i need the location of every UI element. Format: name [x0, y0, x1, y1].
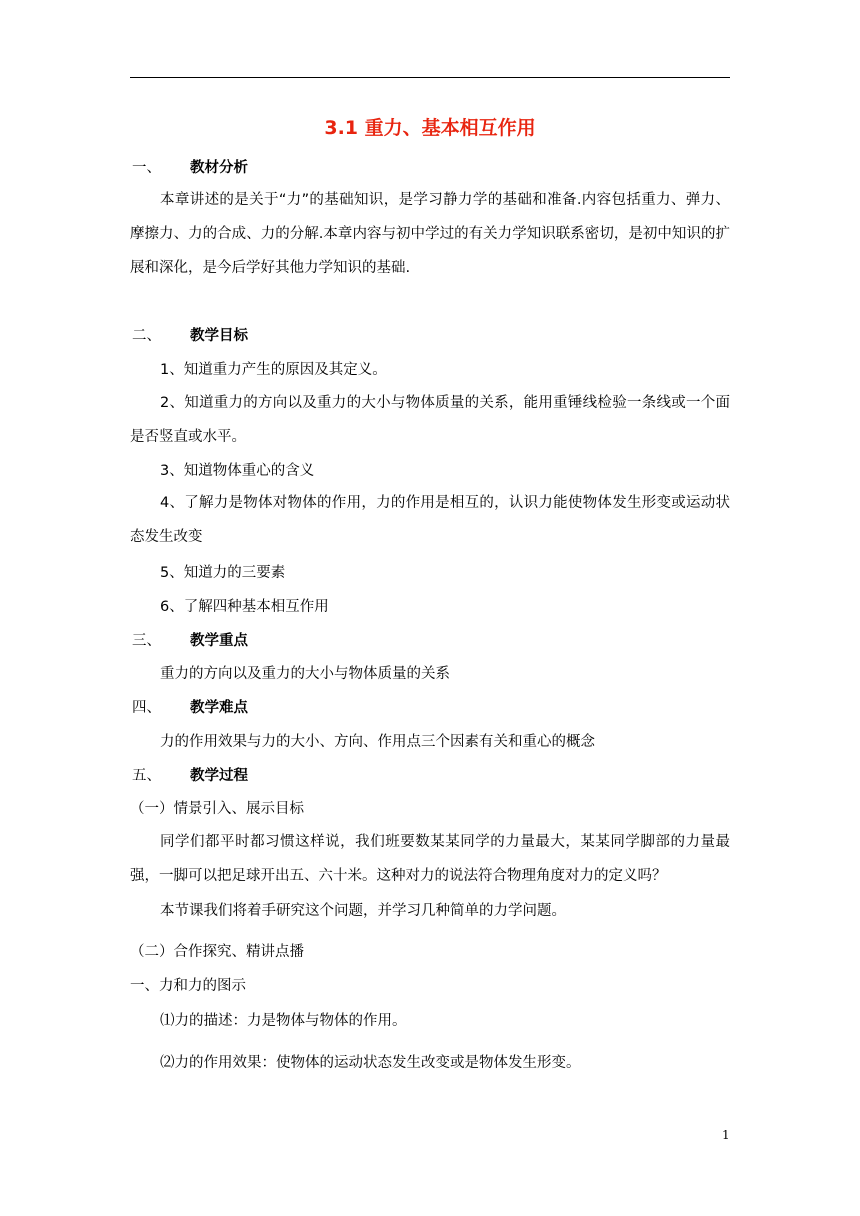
section-4-text: 力的作用效果与力的大小、方向、作用点三个因素有关和重心的概念 — [160, 734, 595, 750]
document-title: 3.1 重力、基本相互作用 — [324, 117, 536, 139]
section-number: 五、 — [132, 768, 161, 784]
section-heading-5 — [132, 766, 248, 786]
process-paragraph: 本节课我们将着手研究这个问题，并学习几种简单的力学问题。 — [160, 903, 566, 919]
header-rule — [130, 77, 730, 78]
section-title: 教学重点 — [190, 633, 248, 649]
section-number: 一、 — [132, 160, 161, 176]
subsection-heading: 一、力和力的图示 — [130, 978, 246, 994]
section-heading-1 — [132, 158, 248, 178]
objective-item: 5、知道力的三要素 — [160, 565, 286, 581]
section-3-text: 重力的方向以及重力的大小与物体质量的关系 — [160, 666, 450, 682]
section-1-paragraph: 本章讲述的是关于“力”的基础知识，是学习静力学的基础和准备.内容包括重力、弹力、摩擦力、力的合成、力的分解.本章内容与初中学过的有关力学知识联系密切，是初中知识的扩展和深化，是今后学好其他力学知识的基础. — [130, 192, 730, 276]
section-heading-4 — [132, 698, 248, 718]
section-number: 三、 — [132, 633, 161, 649]
objective-item: 6、了解四种基本相互作用 — [160, 599, 329, 615]
section-number: 四、 — [132, 700, 161, 716]
page-number: 1 — [722, 1128, 730, 1142]
concept-item: ⑵力的作用效果：使物体的运动状态发生改变或是物体发生形变。 — [160, 1055, 581, 1071]
objective-item: 4、了解力是物体对物体的作用，力的作用是相互的，认识力能使物体发生形变或运动状态发生改变 — [130, 495, 730, 545]
subsection-heading: （二）合作探究、精讲点播 — [130, 944, 304, 960]
section-title: 教学难点 — [190, 700, 248, 716]
section-heading-2 — [132, 326, 248, 346]
process-paragraph: 同学们都平时都习惯这样说，我们班要数某某同学的力量最大，某某同学脚部的力量最强，一脚可以把足球开出五、六十米。这种对力的说法符合物理角度对力的定义吗？ — [130, 834, 730, 884]
section-title: 教学过程 — [190, 768, 248, 784]
section-title: 教材分析 — [190, 160, 248, 176]
objective-item: 1、知道重力产生的原因及其定义。 — [160, 362, 387, 378]
objective-item: 2、知道重力的方向以及重力的大小与物体质量的关系，能用重锤线检验一条线或一个面是否竖直或水平。 — [130, 395, 730, 445]
section-title: 教学目标 — [190, 328, 248, 344]
section-number: 二、 — [132, 328, 161, 344]
concept-item: ⑴力的描述：力是物体与物体的作用。 — [160, 1013, 407, 1029]
section-heading-3 — [132, 631, 248, 651]
objective-item: 3、知道物体重心的含义 — [160, 463, 315, 479]
subsection-heading: （一）情景引入、展示目标 — [130, 801, 304, 817]
